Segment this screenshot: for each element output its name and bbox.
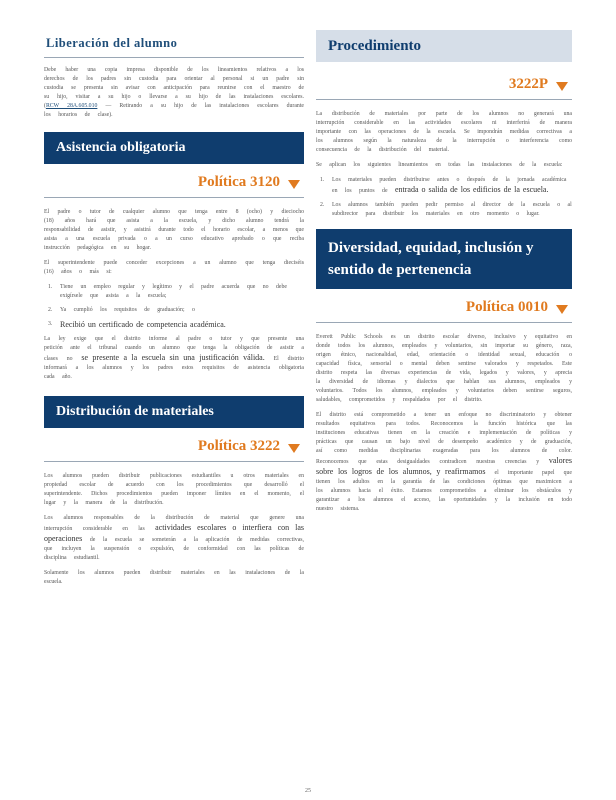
attendance-paragraph-3: La ley exige que el distrito informe al padre o tutor y que presente una petición ante el tribunal cuando un alumno que tenga la obligación de asistir a clases no se presente a la escuela sin una justificación válida. El distrito informará a los alumnos y los padres estos requisitos de asistencia obligatoria cada año. — [44, 336, 305, 380]
list-item: 2. Los alumnos también pueden pedir permiso al director de la escuela o al subdirector para distribuir los materiales en otro momento o lugar. — [320, 202, 572, 217]
procedure-paragraph-1: La distribución de materiales por parte de los alumnos no generará una interrupción considerable en las actividades escolares ni interferirá de manera importante con las operaciones de la escuela. Se impondrán medidas correctivas a los alumnos según la naturaleza de la interrupción o interferencia como consecuencia de la distribución del material. — [316, 111, 572, 153]
attendance-policy-tag: Política 3120 — [197, 174, 280, 190]
diversity-policy-tag: Política 0010 — [465, 299, 548, 315]
attendance-paragraph-1: El padre o tutor de cualquier alumno que tenga entre 8 (ocho) y dieciocho (18) años hará que asista a la escuela, y dicho alumno tendrá la responsabilidad de asistir, y asistirá durante todo el horario escolar, a menos que asista a una escuela privada o a un curso educativo aprobado o que reciba instrucción pedagógica en su hogar. — [44, 209, 304, 251]
left-column — [44, 30, 304, 593]
right-column — [316, 30, 572, 520]
attendance-exception-list — [44, 283, 304, 329]
release-heading: Liberación del alumno — [44, 30, 304, 58]
list-item: 1. Los materiales pueden distribuirse antes o después de la jornada académica en los puntos de entrada o salida de los edificios de la escuela. — [320, 177, 567, 194]
attendance-paragraph-2: El superintendente puede conceder excepciones a un alumno que tenga dieciséis (16) años o más si: — [44, 260, 304, 275]
attendance-policy-line — [44, 170, 304, 198]
chevron-down-icon — [288, 444, 300, 453]
attendance-banner: Asistencia obligatoria — [44, 132, 304, 164]
diversity-banner-line-1: Diversidad, equidad, inclusión y — [328, 240, 534, 256]
procedure-paragraph-2: Se aplican los siguientes lineamientos en todas las instalaciones de la escuela: — [316, 162, 563, 168]
distribution-paragraph-3: Solamente los alumnos pueden distribuir materiales en las instalaciones de la escuela. — [44, 570, 304, 585]
page-number: 25 — [305, 788, 311, 794]
diversity-paragraph-1: Everett Public Schools es un distrito escolar diverso, inclusivo y equitativo en donde todos los alumnos, empleados y voluntarios, sin importar su género, raza, origen étnico, nacionalidad, edad, orientación o identidad sexual, educación o capacidad física, sensorial o mental deben sentirse valorados y respetados. Este distrito respeta las diversas experiencias de vida, legados y valores, y aprecia la diversidad de idiomas y dialectos que hablan sus alumnos, empleados y voluntarios. Todos los alumnos, empleados y voluntarios deben sentirse seguros, saludables, comprometidos y respaldados por el distrito. — [316, 334, 572, 403]
chevron-down-icon — [556, 305, 568, 314]
procedure-code-line — [316, 72, 572, 100]
diversity-paragraph-2: El distrito está comprometido a tener un enfoque no discriminatorio y obtener resultados equitativos para todos. Reconocemos la función histórica que las instituciones educativas tienen en la creación e implementación de políticas y prácticas que causan un bajo nivel de desempeño académico y de graduación, así como medidas disciplinarias exageradas para los alumnos de color. Reconocemos que estas desigualdades contradicen nuestras creencias y valores sobre los logros de los alumnos, y reafirmamos el importante papel que tienen los adultos en la garantía de las condiciones óptimas que maximicen a los alumnos hacia el éxito. Estamos comprometidos a eliminar los obstáculos y garantizar a los alumnos el acceso, las oportunidades y la inclusión en todo nuestro sistema. — [316, 412, 572, 512]
chevron-down-icon — [288, 180, 300, 189]
distribution-banner: Distribución de materiales — [44, 396, 304, 428]
diversity-banner-line-2: sentido de pertenencia — [328, 262, 472, 278]
distribution-paragraph-1: Los alumnos pueden distribuir publicaciones estudiantiles u otros materiales en propiedad escolar de acuerdo con los procedimientos que desarrolló el superintendente. Dichos procedimientos pueden imponer límites en el momento, el lugar y la manera de la distribución. — [44, 473, 304, 506]
distribution-policy-tag: Política 3222 — [197, 438, 280, 454]
procedure-banner: Procedimiento — [316, 30, 572, 62]
diversity-banner — [316, 229, 572, 289]
procedure-list — [316, 176, 572, 219]
list-item: 3. Recibió un certificado de competencia académica. — [48, 320, 226, 329]
list-item: 2. Ya cumplió los requisitos de graduación; o — [48, 307, 195, 313]
diversity-policy-line — [316, 295, 572, 323]
list-item: 1. Tiene un empleo regular y legítimo y el padre acuerda que no debe exigírsele que asista a la escuela; — [48, 284, 287, 299]
chevron-down-icon — [556, 82, 568, 91]
rcw-link[interactable]: RCW 28A.605.010 — [45, 103, 98, 109]
distribution-policy-line — [44, 434, 304, 462]
distribution-paragraph-2: Los alumnos responsables de la distribución de material que genere una interrupción considerable en las actividades escolares o interfiera con las operaciones de la escuela se someterán a la aplicación de medidas correctivas, que incluyen la suspensión o expulsión, de conformidad con las políticas de disciplina estudiantil. — [44, 515, 304, 561]
release-paragraph: Debe haber una copia impresa disponible de los lineamientos relativos a los derechos de los padres sin custodia para orientar al personal si un padre sin custodia se presenta sin avisar con anticipación para reunirse con el maestro de su hijo, visitar a su hijo o llevarse a su hijo de las instalaciones escolares. (RCW 28A.605.010 — Retirando a su hijo de las instalaciones escolares durante los horarios de clase). — [44, 67, 304, 118]
procedure-code-tag: 3222P — [508, 76, 548, 92]
